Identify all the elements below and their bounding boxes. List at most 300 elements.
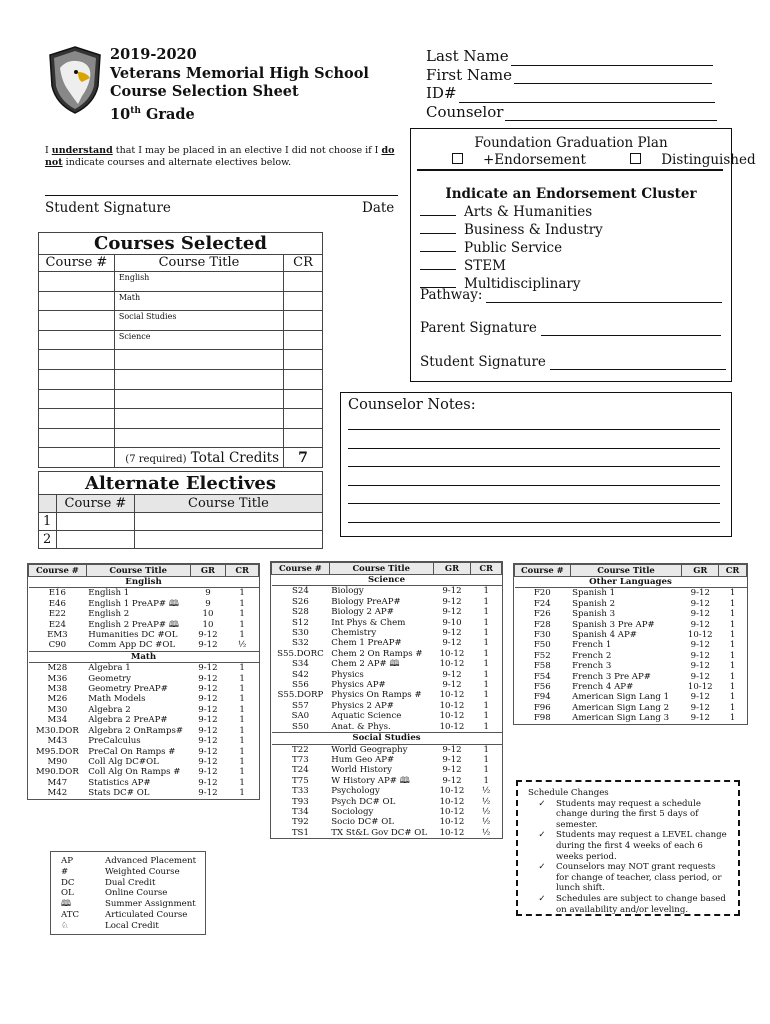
- credits: 1: [729, 630, 736, 641]
- understand-statement: I understand that I may be placed in an elective I did not choose if I do not indicate courses and alternate electives below.: [45, 145, 395, 168]
- abbreviation-legend: [50, 851, 206, 935]
- alternate-row[interactable]: [39, 531, 323, 549]
- catalog-row: [272, 618, 502, 628]
- credits: 1: [483, 711, 489, 722]
- note-line[interactable]: [348, 522, 720, 523]
- grade-range: 10-12: [439, 806, 465, 817]
- date-label: Date: [362, 200, 395, 216]
- credits: 1: [239, 663, 245, 674]
- section-label: Other Languages: [515, 577, 747, 588]
- credits: 1: [729, 713, 736, 724]
- grade-range: 9-12: [198, 640, 218, 651]
- grade-range: 10-12: [687, 682, 713, 693]
- credits: 1: [729, 702, 736, 713]
- course-title: French 3 Pre AP#: [572, 671, 651, 682]
- course-row[interactable]: [39, 428, 323, 448]
- grade-range: 10-12: [439, 659, 465, 670]
- credits: 1: [483, 721, 489, 732]
- course-code: F96: [533, 702, 551, 713]
- credits: ½: [482, 786, 491, 797]
- counselor-field[interactable]: [426, 103, 717, 122]
- catalog-row: [29, 778, 259, 788]
- credits: 1: [729, 661, 736, 672]
- catalog-row: [272, 586, 502, 597]
- catalog-row: [29, 694, 259, 704]
- course-title: Spanish 1: [572, 588, 616, 599]
- grade-range: 9-12: [198, 767, 218, 778]
- subject-label: English: [114, 272, 283, 292]
- course-code: S56: [291, 680, 309, 691]
- cluster-option[interactable]: Public Service: [420, 239, 603, 257]
- grade-range: 9-12: [198, 673, 218, 684]
- credits: 1: [483, 586, 489, 597]
- course-title: Physics On Ramps #: [331, 690, 422, 701]
- course-row[interactable]: [39, 389, 323, 409]
- course-title: PreCalculus: [88, 736, 141, 747]
- col-course-title: Course Title: [86, 565, 190, 577]
- course-title: Algebra 1: [88, 663, 131, 674]
- course-title: Spanish 3 Pre AP#: [572, 619, 655, 630]
- course-code: F94: [533, 692, 551, 703]
- course-code: S26: [291, 596, 309, 607]
- last-name-label: Last Name: [426, 47, 509, 65]
- legend-item: ATC Articulated Course: [61, 909, 188, 920]
- grade-range: 10-12: [687, 630, 713, 641]
- course-title: World History: [331, 765, 393, 776]
- credits: 1: [239, 673, 245, 684]
- grade-range: 9-12: [690, 650, 710, 661]
- credits: 1: [239, 598, 245, 609]
- catalog-row: [272, 690, 502, 700]
- grade-range: 9: [205, 598, 211, 609]
- course-title: Coll Alg On Ramps #: [88, 767, 181, 778]
- course-code: M36: [47, 673, 68, 684]
- grade-range: 10-12: [439, 721, 465, 732]
- first-name-field[interactable]: [426, 66, 717, 85]
- cluster-option[interactable]: Multidisciplinary: [420, 275, 603, 293]
- endorsement-checkbox[interactable]: [452, 153, 463, 164]
- course-title: English 2: [88, 609, 130, 620]
- grade-word: Grade: [145, 105, 195, 123]
- grade-range: 9-12: [442, 607, 462, 618]
- col-course-number: Course #: [272, 563, 330, 575]
- catalog-row: [29, 788, 259, 798]
- catalog-row: [515, 599, 747, 609]
- course-code: M38: [47, 684, 68, 695]
- credits: ½: [482, 817, 491, 828]
- english-math-catalog: [27, 563, 260, 800]
- note-line[interactable]: [348, 448, 720, 449]
- course-code: T22: [292, 744, 309, 755]
- id-field[interactable]: [426, 84, 717, 103]
- grade-range: 10-12: [439, 648, 465, 659]
- grade-range: 9-12: [198, 756, 218, 767]
- course-code: T75: [292, 775, 309, 786]
- course-title: English 1 PreAP# 🕮: [88, 598, 179, 609]
- col-course-number: Course #: [29, 565, 87, 577]
- course-title: French 1: [572, 640, 612, 651]
- course-title: Spanish 4 AP#: [572, 630, 637, 641]
- course-title: Hum Geo AP#: [331, 754, 395, 765]
- course-title: Biology: [331, 586, 364, 597]
- course-code: E46: [48, 598, 66, 609]
- col-credits: CR: [719, 565, 747, 577]
- col-course-number: Course #: [56, 495, 134, 513]
- credits: 1: [483, 680, 489, 691]
- col-course-number: Course #: [39, 255, 115, 272]
- catalog-row: [515, 640, 747, 650]
- credits: 1: [483, 690, 489, 701]
- credits: 1: [239, 788, 245, 799]
- credits: ½: [482, 796, 491, 807]
- course-code: E16: [48, 588, 66, 599]
- course-code: T24: [292, 765, 309, 776]
- credits: 1: [729, 692, 736, 703]
- col-grade: GR: [682, 565, 719, 577]
- cluster-option[interactable]: STEM: [420, 257, 603, 275]
- course-code: S30: [291, 628, 309, 639]
- student-signature-line[interactable]: [45, 195, 398, 196]
- course-code: M90.DOR: [35, 767, 79, 778]
- col-credits: CR: [284, 255, 323, 272]
- course-title: Aquatic Science: [331, 711, 402, 722]
- col-course-title: Course Title: [134, 495, 322, 513]
- catalog-row: [272, 649, 502, 659]
- section-label: English: [29, 577, 259, 588]
- course-code: S57: [291, 700, 309, 711]
- credits: 1: [729, 682, 736, 693]
- course-row[interactable]: [39, 311, 323, 331]
- total-credits-label: Total Credits: [190, 449, 280, 466]
- grade-range: 9-12: [690, 640, 710, 651]
- catalog-row: [29, 663, 259, 674]
- grade-range: 9-12: [442, 586, 462, 597]
- counselor-notes-label: Counselor Notes:: [348, 397, 476, 413]
- subject-label: Science: [114, 330, 283, 350]
- grade-range: 10-12: [439, 827, 465, 838]
- credits: 1: [239, 619, 245, 630]
- section-label: Science: [272, 575, 502, 586]
- catalog-row: [272, 786, 502, 796]
- grade-range: 10-12: [439, 796, 465, 807]
- note-line[interactable]: [348, 429, 720, 430]
- cluster-option[interactable]: Business & Industry: [420, 221, 603, 239]
- credits: 1: [483, 765, 489, 776]
- credits: 1: [483, 754, 489, 765]
- plan-options: [452, 152, 770, 168]
- catalog-row: [29, 630, 259, 640]
- grade-range: 9-12: [198, 715, 218, 726]
- divider: [417, 169, 723, 171]
- credits: 1: [483, 596, 489, 607]
- catalog-row: [515, 703, 747, 713]
- course-title: Sociology: [331, 806, 374, 817]
- catalog-row: [29, 620, 259, 630]
- col-grade: GR: [433, 563, 471, 575]
- catalog-row: [272, 765, 502, 775]
- credits: 1: [239, 746, 245, 757]
- col-course-title: Course Title: [329, 563, 433, 575]
- local-credit-icon: ♘: [61, 920, 69, 931]
- catalog-row: [29, 674, 259, 684]
- credits: 1: [239, 736, 245, 747]
- legend-item: AP Advanced Placement: [61, 856, 197, 866]
- distinguished-checkbox[interactable]: [630, 153, 641, 164]
- legend-item: DC Dual Credit: [61, 877, 156, 888]
- course-row[interactable]: [39, 409, 323, 429]
- other-languages-catalog: [513, 563, 748, 725]
- course-title: Statistics AP#: [88, 777, 151, 788]
- grade-range: 9-12: [198, 663, 218, 674]
- school-shield-logo: [48, 46, 102, 114]
- courses-selected-title: Courses Selected: [39, 233, 323, 255]
- row-number: 1: [39, 513, 57, 531]
- credits: ½: [482, 827, 491, 838]
- course-code: T93: [292, 796, 309, 807]
- course-code: S12: [291, 617, 309, 628]
- course-code: F50: [533, 640, 551, 651]
- course-title: Comm App DC #OL: [88, 640, 176, 651]
- course-title: Biology PreAP#: [331, 596, 401, 607]
- grade-range: 9-12: [690, 661, 710, 672]
- catalog-row: [515, 620, 747, 630]
- credits: 1: [729, 671, 736, 682]
- catalog-row: [272, 680, 502, 690]
- course-code: T73: [292, 754, 309, 765]
- alternate-electives-title: Alternate Electives: [39, 472, 323, 495]
- course-code: T34: [292, 806, 309, 817]
- course-row[interactable]: [39, 350, 323, 370]
- note-line[interactable]: [348, 503, 720, 504]
- last-name-field[interactable]: [426, 47, 717, 66]
- grade-range: 9-12: [690, 713, 710, 724]
- credits: 1: [483, 607, 489, 618]
- course-code: F28: [533, 619, 551, 630]
- student-info-fields: [426, 47, 717, 121]
- schedule-rule: ✓ Students may request a LEVEL change during the first 4 weeks of each 6 weeks period.: [528, 830, 730, 862]
- course-code: S50: [291, 721, 309, 732]
- course-code: F26: [533, 609, 551, 620]
- credits: 1: [483, 659, 489, 670]
- credits: 1: [239, 756, 245, 767]
- grade-range: 9-12: [690, 619, 710, 630]
- credits: 1: [483, 617, 489, 628]
- grade-range: 9-12: [198, 777, 218, 788]
- grade-suffix: th: [130, 105, 141, 116]
- course-code: S55.DORC: [277, 648, 324, 659]
- course-code: S24: [291, 586, 309, 597]
- catalog-row: [29, 736, 259, 746]
- catalog-row: [272, 638, 502, 648]
- grade-range: 9-10: [442, 617, 462, 628]
- course-code: M43: [47, 736, 68, 747]
- pathway-field[interactable]: Pathway:: [420, 287, 722, 303]
- grade-range: 9-12: [442, 628, 462, 639]
- endorsement-option[interactable]: +Endorsement: [452, 152, 606, 168]
- catalog-row: [272, 797, 502, 807]
- course-code: EM3: [47, 630, 68, 641]
- catalog-row: [29, 599, 259, 609]
- grade-range: 10-12: [439, 786, 465, 797]
- legend-item: 🕮 Summer Assignment: [61, 899, 196, 910]
- catalog-row: [29, 640, 259, 651]
- grade-range: 9-12: [690, 598, 710, 609]
- credits: 1: [483, 775, 489, 786]
- course-title: Algebra 2: [88, 704, 131, 715]
- course-title: Physics: [331, 669, 364, 680]
- course-title: Geometry: [88, 673, 132, 684]
- catalog-row: [515, 661, 747, 671]
- course-title: Math Models: [88, 694, 146, 705]
- alternate-row[interactable]: [39, 513, 323, 531]
- course-code: M47: [47, 777, 68, 788]
- catalog-row: [272, 701, 502, 711]
- catalog-row: [515, 692, 747, 702]
- course-code: S32: [291, 638, 309, 649]
- grade-range: 9-12: [442, 596, 462, 607]
- course-code: E24: [48, 619, 66, 630]
- course-row[interactable]: [39, 291, 323, 311]
- sheet-title: Course Selection Sheet: [110, 83, 299, 100]
- cluster-option[interactable]: Arts & Humanities: [420, 203, 603, 221]
- credits: 1: [239, 684, 245, 695]
- catalog-row: [272, 607, 502, 617]
- foundation-plan-title: Foundation Graduation Plan: [474, 135, 668, 151]
- catalog-row: [272, 744, 502, 755]
- catalog-row: [272, 755, 502, 765]
- course-code: S55.DORP: [277, 690, 324, 701]
- credits: 1: [239, 609, 245, 620]
- course-code: M42: [47, 788, 68, 799]
- course-code: E22: [48, 609, 66, 620]
- credits: 1: [729, 609, 736, 620]
- credits: 1: [239, 588, 245, 599]
- col-grade: GR: [190, 565, 226, 577]
- course-title: English 2 PreAP# 🕮: [88, 619, 179, 630]
- credits: 1: [483, 628, 489, 639]
- section-label: Math: [29, 651, 259, 662]
- catalog-row: [272, 817, 502, 827]
- course-code: F20: [533, 588, 551, 599]
- course-row[interactable]: [39, 330, 323, 350]
- catalog-row: [29, 684, 259, 694]
- grade-range: 9-12: [198, 694, 218, 705]
- course-row[interactable]: [39, 272, 323, 292]
- schedule-rule: ✓ Counselors may NOT grant requests for change of teacher, class period, or lunch shift.: [528, 862, 730, 894]
- first-name-label: First Name: [426, 65, 513, 84]
- grade-range: 10: [202, 619, 214, 630]
- catalog-row: [29, 715, 259, 725]
- grade-range: 10-12: [439, 700, 465, 711]
- catalog-row: [29, 747, 259, 757]
- credits: ½: [237, 640, 247, 651]
- course-row[interactable]: [39, 369, 323, 389]
- credits: 1: [483, 648, 489, 659]
- col-course-title: Course Title: [570, 565, 682, 577]
- course-code: M30: [47, 704, 68, 715]
- parent-signature-field[interactable]: Parent Signature: [420, 320, 721, 336]
- catalog-row: [29, 757, 259, 767]
- note-line[interactable]: [348, 466, 720, 467]
- course-title: Biology 2 AP#: [331, 607, 394, 618]
- col-credits: CR: [471, 563, 502, 575]
- legend-item: OL Online Course: [61, 888, 168, 899]
- course-title: Coll Alg DC#OL: [88, 756, 159, 767]
- credits: 1: [483, 700, 489, 711]
- required-note: (7 required): [125, 453, 187, 465]
- course-code: M28: [47, 663, 68, 674]
- catalog-section-header: [272, 733, 502, 744]
- grade-range: 9-12: [690, 588, 710, 599]
- catalog-row: [29, 588, 259, 599]
- course-title: Spanish 2: [572, 598, 616, 609]
- course-title: TX St&L Gov DC# OL: [331, 827, 428, 838]
- course-title: PreCal On Ramps #: [88, 746, 176, 757]
- grade-range: 9-12: [198, 736, 218, 747]
- catalog-row: [515, 651, 747, 661]
- credits: 1: [483, 744, 489, 755]
- course-code: F58: [533, 661, 551, 672]
- grade-range: 9-12: [442, 669, 462, 680]
- course-code: M30.DOR: [35, 725, 79, 736]
- science-social-catalog: [270, 561, 503, 839]
- course-title: Chemistry: [331, 628, 377, 639]
- check-icon: ✓: [538, 798, 546, 809]
- total-credits-row: [39, 448, 323, 468]
- course-title: Stats DC# OL: [88, 788, 150, 799]
- grade-range: 9: [205, 588, 211, 599]
- catalog-row: [272, 776, 502, 786]
- course-title: Chem 2 On Ramps #: [331, 648, 423, 659]
- catalog-row: [29, 705, 259, 715]
- credits: 1: [729, 640, 736, 651]
- credits: 1: [729, 619, 736, 630]
- course-code: TS1: [291, 827, 309, 838]
- check-icon: ✓: [538, 893, 546, 904]
- catalog-row: [29, 609, 259, 619]
- note-line[interactable]: [348, 485, 720, 486]
- grade-range: 10-12: [439, 690, 465, 701]
- course-code: F54: [533, 671, 551, 682]
- credits: 1: [483, 638, 489, 649]
- grade-range: 9-12: [442, 775, 462, 786]
- course-title: Algebra 2 PreAP#: [88, 715, 168, 726]
- catalog-section-header: [515, 577, 747, 588]
- grade-range: 9-12: [198, 704, 218, 715]
- catalog-row: [515, 630, 747, 640]
- col-credits: CR: [226, 565, 259, 577]
- distinguished-option[interactable]: Distinguished: [630, 152, 770, 168]
- grade-range: 9-12: [198, 684, 218, 695]
- catalog-row: [515, 588, 747, 599]
- catalog-section-header: [272, 575, 502, 586]
- course-code: M26: [47, 694, 68, 705]
- catalog-row: [515, 609, 747, 619]
- check-icon: ✓: [538, 830, 546, 841]
- course-code: S28: [291, 607, 309, 618]
- credits: 1: [239, 767, 245, 778]
- grade-label: [110, 102, 369, 124]
- book-icon: 🕮: [61, 899, 72, 910]
- catalog-row: [272, 670, 502, 680]
- credits: 1: [729, 650, 736, 661]
- course-title: World Geography: [331, 744, 408, 755]
- student-signature-field[interactable]: Student Signature: [420, 354, 726, 370]
- grade-range: 9-12: [442, 765, 462, 776]
- header-block: [110, 46, 369, 124]
- course-title: Int Phys & Chem: [331, 617, 406, 628]
- course-title: Physics AP#: [331, 680, 386, 691]
